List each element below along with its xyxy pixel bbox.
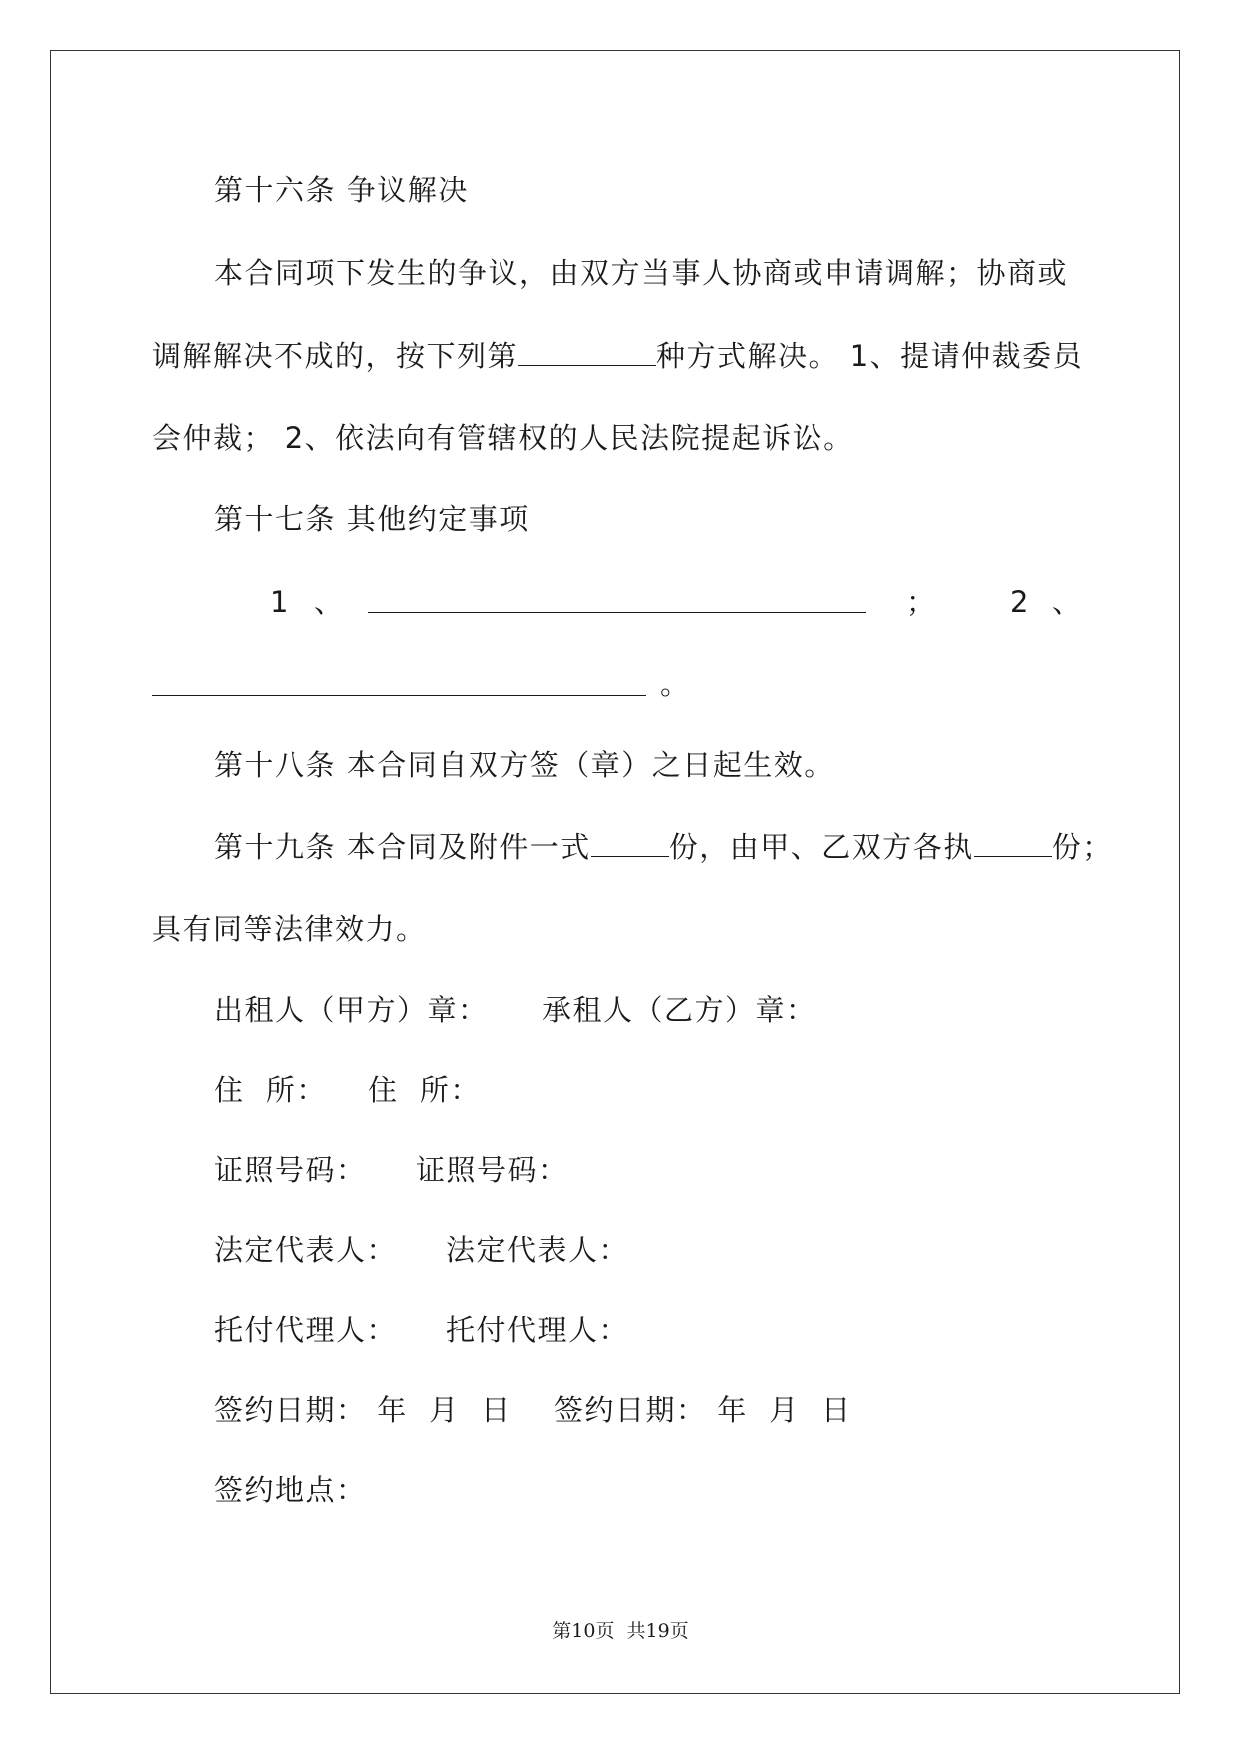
dispute-method-blank [518,337,656,366]
article19-line2: 具有同等法律效力。 [152,912,427,946]
article17-item2-num: 2 [1010,585,1030,619]
article16-heading: 第十六条 争议解决 [214,173,469,207]
copies-each-blank [974,828,1052,857]
lessor-rep-label: 法定代表人： [214,1233,398,1267]
lessee-agent-label: 托付代理人： [446,1313,630,1347]
lessee-seal-label: 承租人（乙方）章： [542,993,817,1027]
article16-line2-before: 调解解决不成的，按下列第 [152,339,519,373]
page-number: 第10页 共19页 [552,1620,689,1642]
article18-text: 第十八条 本合同自双方签（章）之日起生效。 [214,748,835,782]
lessor-agent-label: 托付代理人： [214,1313,398,1347]
lessor-address-label: 住 所： [214,1073,327,1107]
article16-line2 [152,336,1083,376]
other-item1-blank [368,584,866,613]
article17-heading: 第十七条 其他约定事项 [214,502,530,536]
article16-line2-after: 种方式解决。 1、提请仲裁委员 [656,339,1084,373]
lessee-id-label: 证照号码： [416,1153,569,1187]
lessee-rep-label: 法定代表人： [446,1233,630,1267]
article17-item2-sep: 、 [1052,585,1083,619]
article17-end-mark: 。 [660,667,691,701]
sign-place-label: 签约地点： [214,1473,367,1507]
lessee-sign-date: 签约日期： 年 月 日 [554,1393,852,1427]
article19-before: 第十九条 本合同及附件一式 [214,830,591,864]
lessor-sign-date: 签约日期： 年 月 日 [214,1393,512,1427]
article16-line3: 会仲裁； 2、依法向有管辖权的人民法院提起诉讼。 [152,421,854,455]
article19-line1 [214,827,1113,867]
article19-after: 份； [1051,830,1113,864]
article17-item1-sep: 、 [314,585,345,619]
lessee-address-label: 住 所： [368,1073,481,1107]
copies-total-blank [591,828,669,857]
other-item2-blank [152,667,646,696]
lessor-seal-label: 出租人（甲方）章： [214,993,489,1027]
page-border [50,50,1180,1694]
lessor-id-label: 证照号码： [214,1153,367,1187]
article19-middle: 份，由甲、乙双方各执 [668,830,974,864]
article17-semicolon: ； [906,585,937,619]
article16-line1: 本合同项下发生的争议，由双方当事人协商或申请调解；协商或 [214,256,1069,290]
article17-item1-num: 1 [270,585,290,619]
